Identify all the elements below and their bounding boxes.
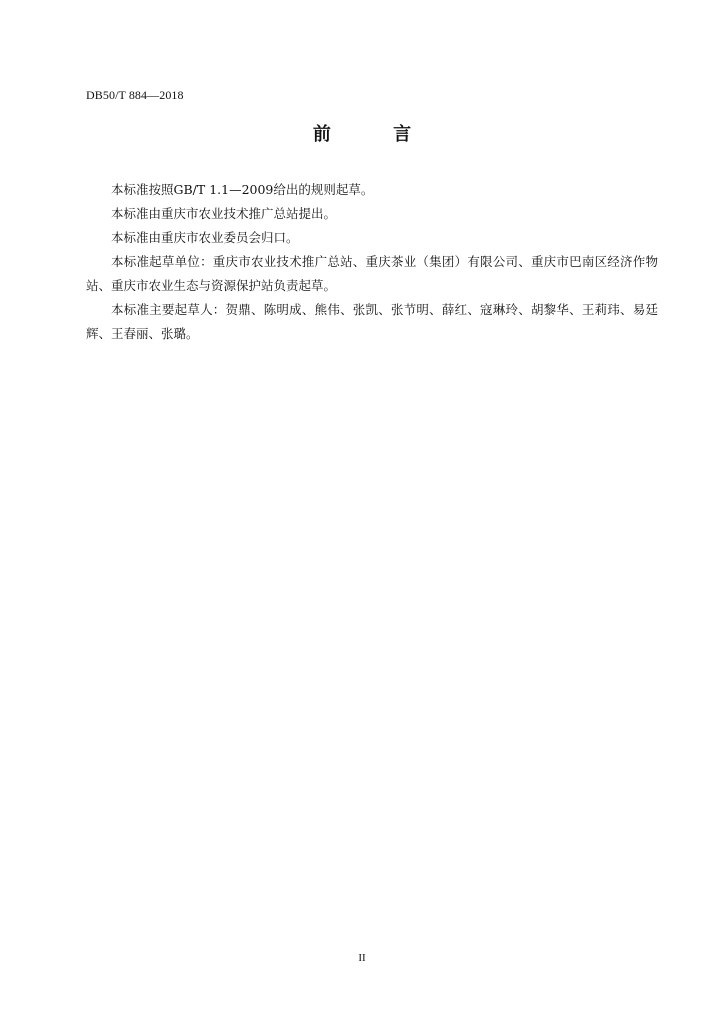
page-title: 前 言: [312, 124, 440, 145]
paragraph-proposer: 本标准由重庆市农业技术推广总站提出。: [111, 206, 337, 221]
foreword-body: [86, 178, 658, 346]
page-number: II: [358, 952, 366, 964]
paragraph-drafting-rules: 本标准按照GB/T 1.1—2009给出的规则起草。: [111, 182, 374, 197]
paragraph-centralized: 本标准由重庆市农业委员会归口。: [111, 230, 299, 245]
standard-code: DB50/T 884—2018: [86, 88, 184, 102]
paragraph-drafters: 本标准主要起草人：贺鼎、陈明成、熊伟、张凯、张节明、薛红、寇琳玲、胡黎华、王莉玮、易廷辉、王春丽、张璐。: [86, 302, 658, 341]
paragraph-drafting-units: 本标准起草单位：重庆市农业技术推广总站、重庆茶业（集团）有限公司、重庆市巴南区经济作物站、重庆市农业生态与资源保护站负责起草。: [86, 254, 658, 293]
